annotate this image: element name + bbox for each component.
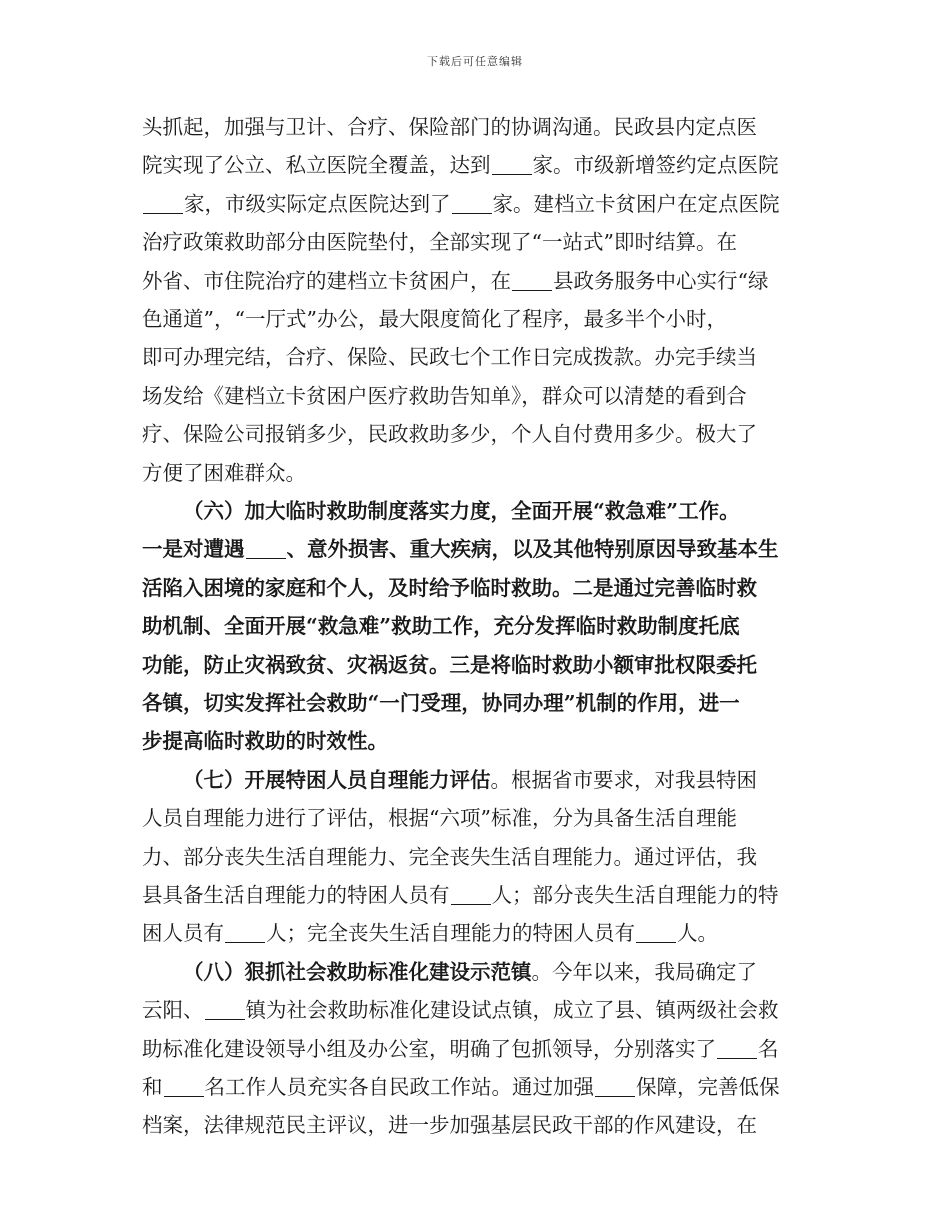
text-segment: 助机制、全面开展“救急难”救助工作，充分发挥临时救助制度托底 [142,614,740,639]
text-segment: 、意外损害、重大疾病，以及其他特别原因导致基本生 [286,537,779,562]
text-segment: 镇为社会救助标准化建设试点镇，成立了县、镇两级社会救 [245,998,779,1023]
text-segment: 县具备生活自理能力的特困人员有 [142,883,450,907]
text-line [142,880,810,910]
text-line [142,189,810,219]
text-line [142,918,810,948]
fill-in-blank [452,193,492,214]
text-line [142,842,810,872]
text-line [142,803,810,833]
text-segment: 活陷入困境的家庭和个人，及时给予临时救助。二是通过完善临时救 [142,575,757,600]
section-heading: （八）狠抓社会救助标准化建设示范镇 [183,959,532,984]
text-line [142,688,810,718]
fill-in-blank [512,270,552,291]
text-line [142,381,810,411]
text-segment: 色通道”，“一厅式”办公，最大限度简化了程序，最多半个小时， [142,307,727,331]
text-line [142,650,810,680]
text-segment: 家。市级新增签约定点医院 [532,153,779,178]
text-segment: 力、部分丧失生活自理能力、完全丧失生活自理能力。通过评估，我 [142,844,757,869]
text-line [142,957,851,987]
text-line [142,1110,810,1140]
text-line [142,304,810,334]
text-segment: 即可办理完结，合疗、保险、民政七个工作日完成拨款。办完手续当 [142,345,757,370]
text-line [142,342,810,372]
text-segment: 场发给《建档立卡贫困户医疗救助告知单》，群众可以清楚的看到合 [142,383,747,408]
text-segment: 疗、保险公司报销多少，民政救助多少，个人自付费用多少。极大了 [142,422,757,447]
text-segment: 步提高临时救助的时效性。 [142,729,388,754]
section-heading: （七）开展特困人员自理能力评估 [183,767,491,792]
text-segment: 困人员有 [142,921,224,946]
text-line [142,458,810,488]
text-line [142,995,810,1025]
text-line [142,496,851,526]
text-line [142,112,810,142]
text-line [142,573,810,603]
text-line [142,150,810,180]
text-segment: 和 [142,1075,163,1099]
text-segment: 头抓起，加强与卫计、合疗、保险部门的协调沟通。民政县内定点医 [142,115,757,139]
text-line [142,227,810,257]
text-segment: 院实现了公立、私立医院全覆盖，达到 [142,153,491,178]
text-line [142,266,810,296]
text-segment: 治疗政策救助部分由医院垫付，全部实现了“一站式”即时结算。在 [142,230,737,255]
fill-in-blank [205,999,245,1020]
text-segment: 方便了困难群众。 [142,460,306,485]
text-line [142,1072,810,1102]
text-segment: 一是对遭遇 [142,537,245,562]
text-segment: 县政务服务中心实行“绿 [553,268,769,293]
page-header: 下载后可任意编辑 [427,55,523,68]
text-segment: 。今年以来，我局确定了 [531,959,757,984]
text-line [142,611,810,641]
fill-in-blank [225,922,265,943]
text-segment: 家。建档立卡贫困户在定点医院 [492,191,780,216]
text-segment: 家，市级实际定点医院达到了 [184,191,451,216]
text-line [142,765,851,795]
text-segment: 人。 [677,921,718,946]
text-segment: 功能，防止灾祸致贫、灾祸返贫。三是将临时救助小额审批权限委托 [142,652,757,677]
fill-in-blank [595,1076,635,1097]
text-segment: 人；完全丧失生活自理能力的特困人员有 [266,921,635,946]
text-segment: 名 [758,1036,779,1061]
fill-in-blank [143,193,183,214]
text-line [142,1034,810,1064]
text-segment: 名工作人员充实各自民政工作站。通过加强 [204,1075,594,1099]
fill-in-blank [451,884,491,905]
text-segment: 各镇，切实发挥社会救助“一门受理，协同办理”机制的作用，进一 [142,691,740,715]
text-segment: 人员自理能力进行了评估，根据“六项”标准，分为具备生活自理能 [142,806,737,831]
text-line [142,534,810,564]
fill-in-blank [636,922,676,943]
fill-in-blank [492,154,532,175]
text-segment: 人；部分丧失生活自理能力的特 [491,883,779,907]
text-line [142,419,810,449]
text-segment: 云阳、 [142,998,204,1023]
text-line [142,726,810,756]
fill-in-blank [164,1076,204,1097]
text-segment: 。根据省市要求，对我县特困 [490,767,757,792]
text-segment: 保障，完善低保 [636,1075,780,1099]
text-segment: 外省、市住院治疗的建档立卡贫困户，在 [142,268,511,293]
fill-in-blank [717,1038,757,1059]
fill-in-blank [246,538,286,559]
text-segment: 助标准化建设领导小组及办公室，明确了包抓领导，分别落实了 [142,1036,716,1061]
text-segment: （六）加大临时救助制度落实力度，全面开展“救急难”工作。 [183,499,740,523]
text-segment: 档案，法律规范民主评议，进一步加强基层民政干部的作风建设，在 [142,1113,757,1138]
